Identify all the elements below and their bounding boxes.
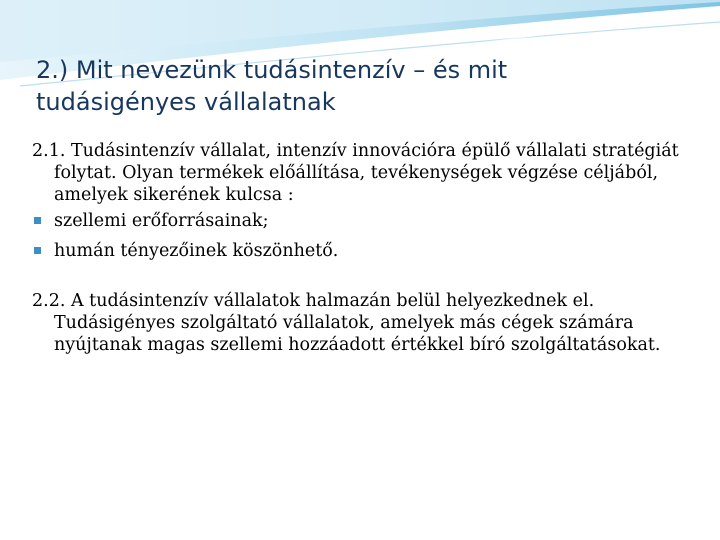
bullet-item-text: szellemi erőforrásainak; xyxy=(54,211,269,231)
slide-title-line-2: tudásigényes vállalatnak xyxy=(36,88,336,116)
slide-title xyxy=(36,54,696,118)
square-bullet-icon xyxy=(34,217,41,224)
bullet-item-text: humán tényezőinek köszönhető. xyxy=(54,241,339,261)
slide-title-line-1: 2.) Mit nevezünk tudásintenzív – és mit xyxy=(36,56,508,84)
bullet-item xyxy=(32,240,692,262)
square-bullet-icon xyxy=(34,247,41,254)
bullet-list xyxy=(32,210,692,262)
slide-body xyxy=(32,140,692,356)
bullet-item xyxy=(32,210,692,232)
paragraph-2-2: 2.2. A tudásintenzív vállalatok halmazán belül helyezkednek el. Tudásigényes szolgáltató vállalatok, amelyek más cégek számára nyújtanak magas szellemi hozzáadott értékkel bíró szolgáltatásokat. xyxy=(32,291,661,355)
paragraph-2-1: 2.1. Tudásintenzív vállalat, intenzív innovációra épülő vállalati stratégiát folytat. Olyan termékek előállítása, tevékenységek végzése céljából, amelyek sikerének kulcsa : xyxy=(32,141,679,205)
